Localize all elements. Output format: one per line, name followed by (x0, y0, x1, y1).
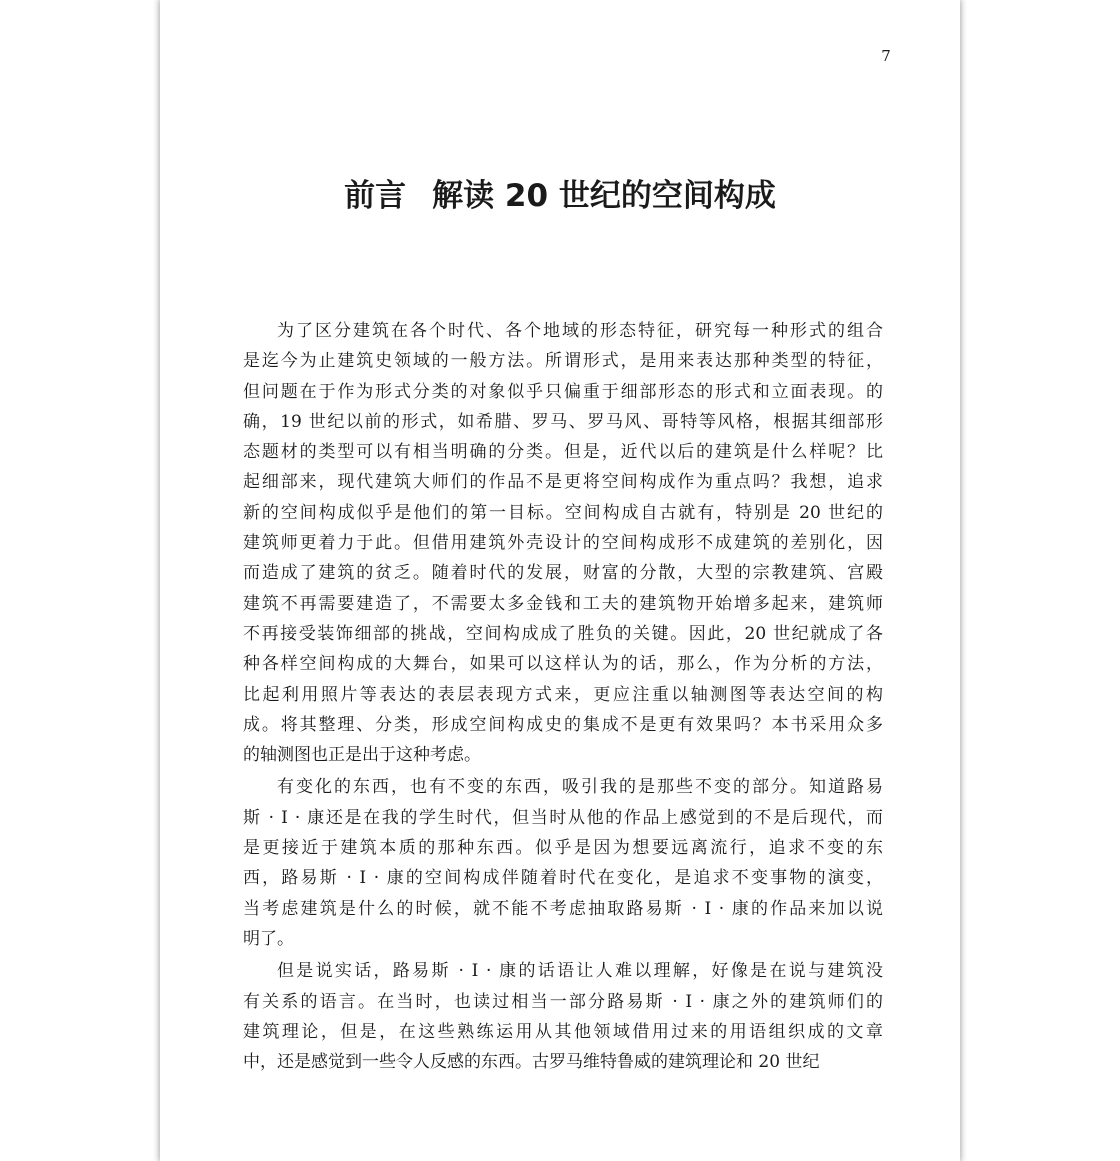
chapter-title-text: 解读 20 世纪的空间构成 (432, 178, 776, 214)
paragraph-2-line: 有变化的东西，也有不变的东西，吸引我的是那些不变的部分。知道路易 (277, 777, 883, 798)
paragraph-3-line: 建筑理论，但是，在这些熟练运用从其他领域借用过来的用语组织成的文章 (243, 1021, 883, 1042)
paragraph-1-line: 新的空间构成似乎是他们的第一目标。空间构成自古就有，特别是 20 世纪的 (243, 502, 883, 523)
chapter-title (160, 174, 960, 218)
paragraph-1-line: 建筑师更着力于此。但借用建筑外壳设计的空间构成形不成建筑的差别化，因 (243, 533, 883, 554)
paragraph-2-line: 当考虑建筑是什么的时候，就不能不考虑抽取路易斯 · I · 康的作品来加以说 (243, 898, 883, 919)
paragraph-1-line: 的轴测图也正是出于这种考虑。 (243, 745, 481, 766)
paragraph-1-line: 起细部来，现代建筑大师们的作品不是更将空间构成作为重点吗？我想，追求 (243, 472, 883, 493)
body-text (243, 316, 883, 1077)
paragraph-1-line: 而造成了建筑的贫乏。随着时代的发展，财富的分散，大型的宗教建筑、宫殿 (243, 563, 883, 584)
paragraph-1-line: 为了区分建筑在各个时代、各个地域的形态特征，研究每一种形式的组合 (277, 321, 883, 341)
paragraph-3-line: 但是说实话，路易斯 · I · 康的话语让人难以理解，好像是在说与建筑没 (277, 961, 883, 982)
paragraph-1-line: 但问题在于作为形式分类的对象似乎只偏重于细部形态的形式和立面表现。的 (243, 381, 883, 402)
paragraph-2-line: 西，路易斯 · I · 康的空间构成伴随着时代在变化，是追求不变事物的演变， (243, 868, 883, 889)
page-number: 7 (881, 47, 891, 65)
book-page (160, 0, 960, 1161)
paragraph-1-line: 是迄今为止建筑史领域的一般方法。所谓形式，是用来表达那种类型的特征， (243, 351, 883, 372)
paragraph-3-line: 有关系的语言。在当时，也读过相当一部分路易斯 · I · 康之外的建筑师们的 (243, 991, 883, 1012)
paragraph-1-line: 建筑不再需要建造了，不需要太多金钱和工夫的建筑物开始增多起来，建筑师 (243, 593, 883, 614)
paragraph-1-line: 种各样空间构成的大舞台，如果可以这样认为的话，那么，作为分析的方法， (243, 654, 883, 675)
paragraph-1-line: 不再接受装饰细部的挑战，空间构成成了胜负的关键。因此，20 世纪就成了各 (243, 623, 883, 644)
paragraph-2-line: 是更接近于建筑本质的那种东西。似乎是因为想要远离流行，追求不变的东 (243, 838, 883, 859)
paragraph-2-line: 斯 · I · 康还是在我的学生时代，但当时从他的作品上感觉到的不是后现代，而 (243, 807, 883, 828)
paragraph-1-line: 成。将其整理、分类，形成空间构成史的集成不是更有效果吗？本书采用众多 (243, 714, 883, 735)
paragraph-1-line: 确，19 世纪以前的形式，如希腊、罗马、罗马风、哥特等风格，根据其细部形 (243, 411, 883, 432)
paragraph-1-line: 态题材的类型可以有相当明确的分类。但是，近代以后的建筑是什么样呢？比 (243, 442, 883, 463)
chapter-label: 前言 (344, 178, 407, 214)
paragraph-3-line: 中，还是感觉到一些令人反感的东西。古罗马维特鲁威的建筑理论和 20 世纪 (243, 1052, 820, 1073)
paragraph-1-line: 比起利用照片等表达的表层表现方式来，更应注重以轴测图等表达空间的构 (243, 684, 883, 705)
paragraph-2-line: 明了。 (243, 928, 294, 949)
